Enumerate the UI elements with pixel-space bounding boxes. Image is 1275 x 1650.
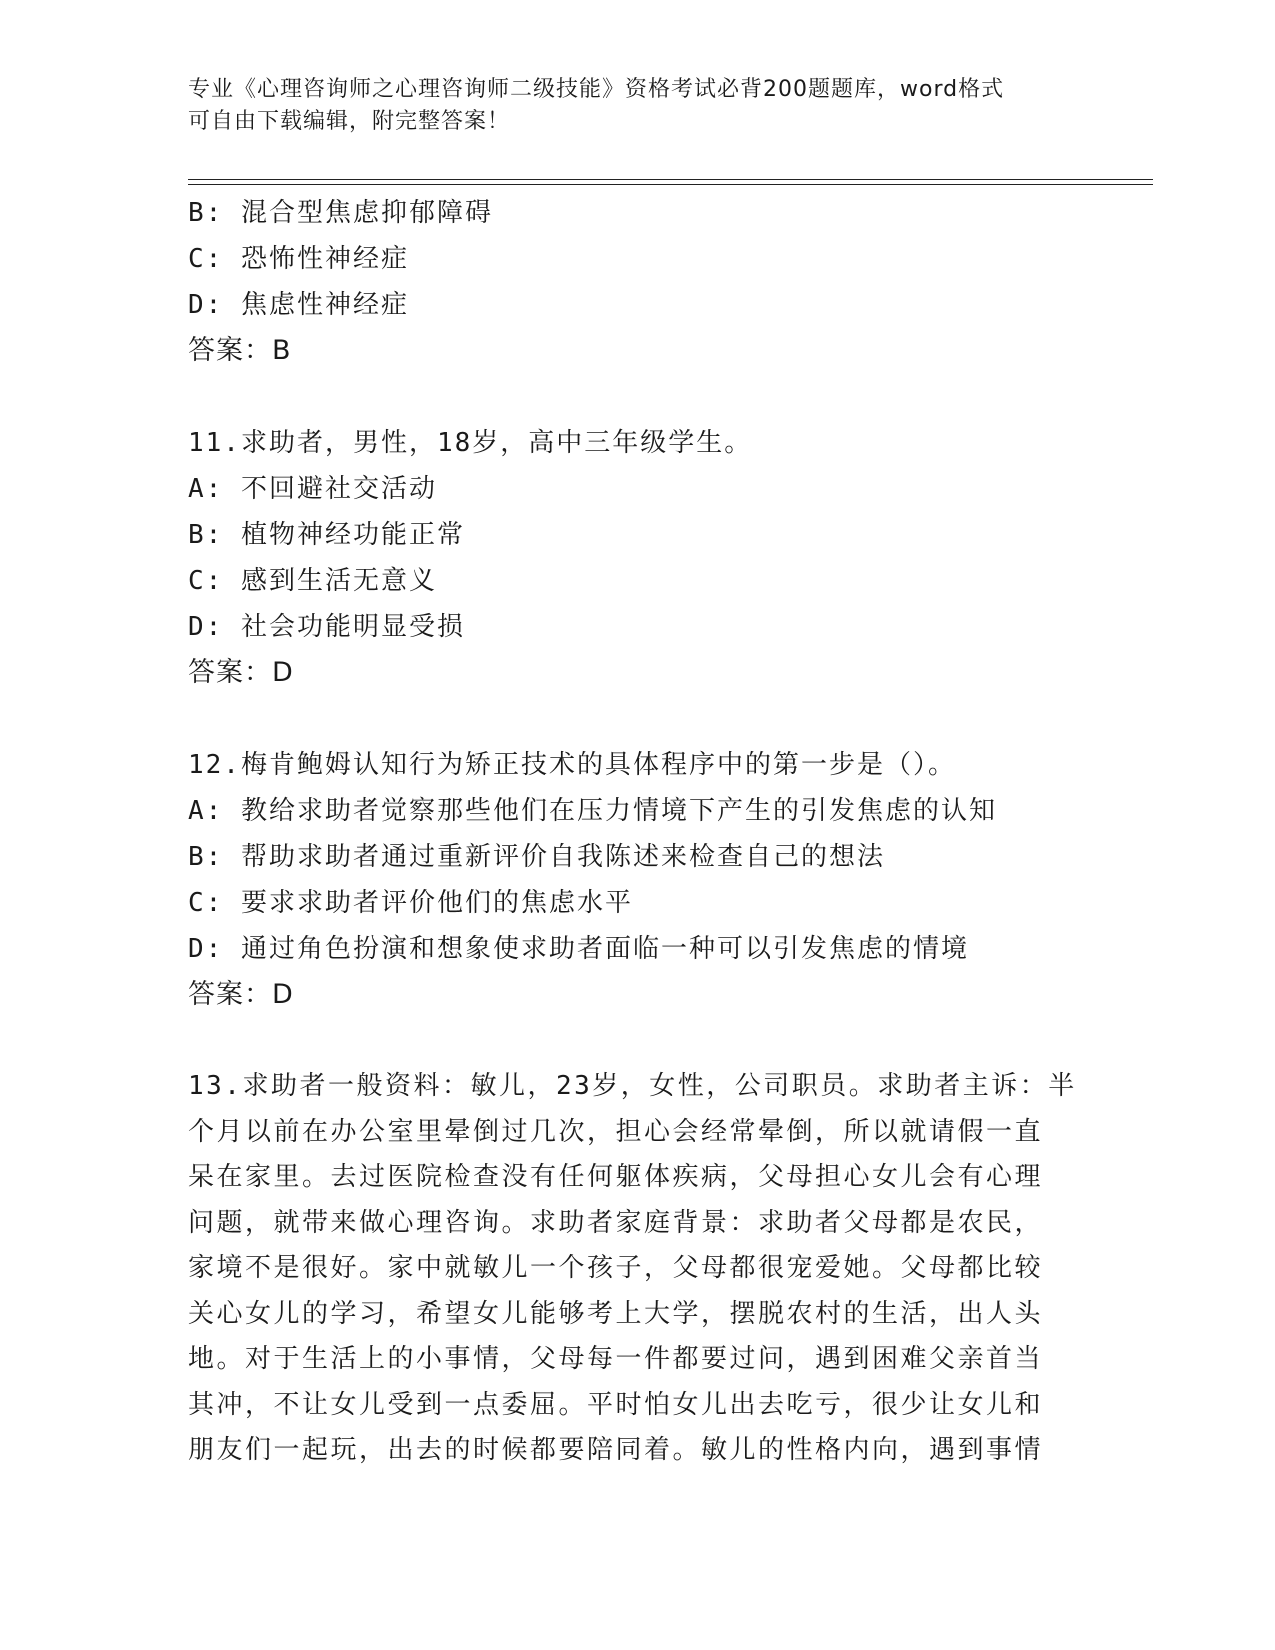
spacer	[188, 374, 1088, 420]
q11-answer: 答案：D	[188, 657, 294, 688]
question-13-block	[188, 1064, 1088, 1474]
header-line-2: 可自由下载编辑，附完整答案！	[188, 109, 511, 134]
q10-option-d: D: 焦虑性神经症	[188, 290, 409, 320]
q12-answer: 答案：D	[188, 979, 294, 1010]
q13-line: 家境不是很好。家中就敏儿一个孩子，父母都很宠爱她。父母都比较	[188, 1253, 1044, 1283]
q11-option-a: A: 不回避社交活动	[188, 474, 437, 504]
spacer	[188, 1018, 1088, 1064]
q11-option-d: D: 社会功能明显受损	[188, 612, 465, 642]
question-12-block	[188, 742, 1088, 1018]
document-header	[188, 74, 1088, 138]
q11-option-b: B: 植物神经功能正常	[188, 520, 465, 550]
q12-option-b: B: 帮助求助者通过重新评价自我陈述来检查自己的想法	[188, 842, 885, 872]
header-line-1: 专业《心理咨询师之心理咨询师二级技能》资格考试必背200题题库，word格式	[188, 77, 1005, 102]
q12-option-c: C: 要求求助者评价他们的焦虑水平	[188, 888, 633, 918]
q13-line: 其冲，不让女儿受到一点委屈。平时怕女儿出去吃亏，很少让女儿和	[188, 1389, 1044, 1420]
header-divider-top	[188, 179, 1153, 180]
q13-line: 关心女儿的学习，希望女儿能够考上大学，摆脱农村的生活，出人头	[188, 1298, 1044, 1329]
q13-line: 13.求助者一般资料：敏儿，23岁，女性，公司职员。求助者主诉：半	[188, 1071, 1077, 1101]
q13-line: 问题，就带来做心理咨询。求助者家庭背景：求助者父母都是农民，	[188, 1207, 1044, 1238]
q13-line: 朋友们一起玩，出去的时候都要陪同着。敏儿的性格内向，遇到事情	[188, 1435, 1044, 1465]
header-divider-bottom	[188, 184, 1153, 185]
q13-line: 呆在家里。去过医院检查没有任何躯体疾病，父母担心女儿会有心理	[188, 1162, 1044, 1192]
q10-answer: 答案：B	[188, 335, 292, 366]
q13-line: 地。对于生活上的小事情，父母每一件都要过问，遇到困难父亲首当	[188, 1344, 1044, 1374]
q11-question: 11.求助者，男性，18岁，高中三年级学生。	[188, 428, 753, 458]
q12-option-d: D: 通过角色扮演和想象使求助者面临一种可以引发焦虑的情境	[188, 934, 969, 964]
q13-line: 个月以前在办公室里晕倒过几次，担心会经常晕倒，所以就请假一直	[188, 1116, 1044, 1147]
q12-option-a: A: 教给求助者觉察那些他们在压力情境下产生的引发焦虑的认知	[188, 796, 997, 826]
spacer	[188, 696, 1088, 742]
question-11-block	[188, 420, 1088, 696]
q12-question: 12.梅肯鲍姆认知行为矫正技术的具体程序中的第一步是（）。	[188, 750, 956, 780]
q10-option-c: C: 恐怖性神经症	[188, 244, 409, 274]
q10-option-b: B: 混合型焦虑抑郁障碍	[188, 198, 493, 228]
question-10-block	[188, 190, 1088, 374]
document-body	[188, 190, 1088, 1474]
q11-option-c: C: 感到生活无意义	[188, 566, 437, 596]
